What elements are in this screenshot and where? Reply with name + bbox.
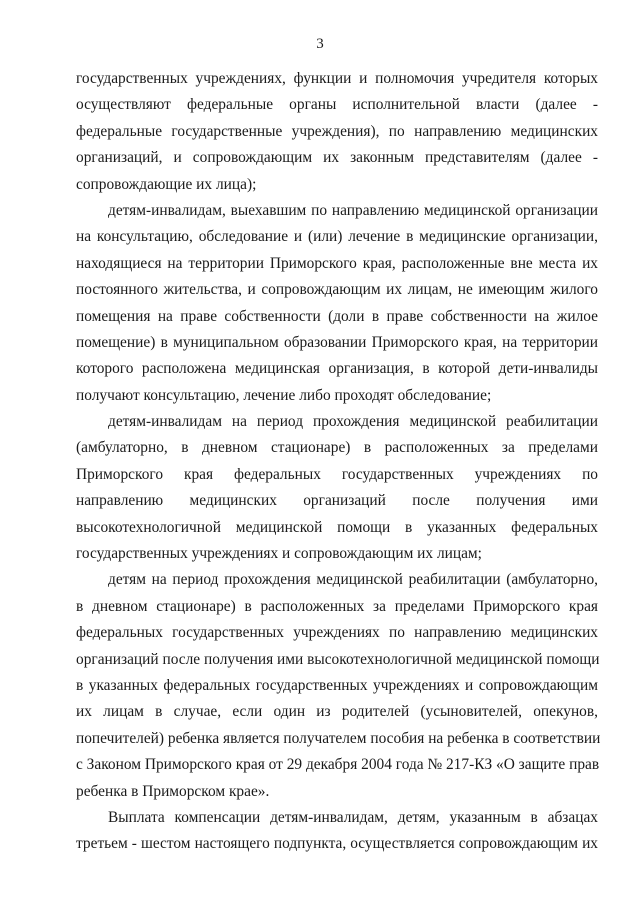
- text-line: организаций, и сопровождающим их законным представителям (далее -: [76, 149, 598, 167]
- text-line: направлению медицинских организаций после получения ими: [76, 492, 598, 510]
- text-line: которого расположена медицинская организация, в которой дети-инвалиды: [76, 360, 598, 378]
- text-line: сопровождающие их лица);: [76, 175, 257, 193]
- text-line: государственных учреждениях, функции и полномочия учредителя которых: [76, 70, 598, 87]
- text-line: государственных учреждениях и сопровождающим их лицам;: [76, 545, 482, 563]
- text-line: на консультацию, обследование и (или) лечение в медицинские организации,: [76, 228, 598, 246]
- paragraph: [76, 66, 598, 198]
- document-body: [76, 66, 601, 858]
- text-line: попечителей) ребенка является получателем пособия на ребенка в соответствии: [76, 729, 601, 747]
- text-line: помещения на праве собственности (доли в праве собственности на жилое: [76, 307, 598, 325]
- text-line: в дневном стационаре) в расположенных за пределами Приморского края: [76, 597, 598, 615]
- text-line: осуществляют федеральные органы исполнительной власти (далее -: [76, 96, 598, 114]
- paragraph: [76, 805, 598, 858]
- text-line: постоянного жительства, и сопровождающим их лицам, не имеющим жилого: [76, 281, 598, 299]
- text-line: Выплата компенсации детям-инвалидам, детям, указанным в абзацах: [108, 808, 598, 826]
- text-line: Приморского края федеральных государственных учреждениях по: [76, 465, 598, 483]
- paragraph: [76, 198, 598, 409]
- text-line: высокотехнологичной медицинской помощи в указанных федеральных: [76, 518, 598, 536]
- text-line: детям-инвалидам, выехавшим по направлению медицинской организации: [108, 201, 598, 219]
- text-line: помещение) в муниципальном образовании Приморского края, на территории: [76, 333, 598, 351]
- text-line: находящиеся на территории Приморского края, расположенные вне места их: [76, 254, 598, 272]
- paragraph: [76, 409, 598, 567]
- text-line: федеральных государственных учреждениях по направлению медицинских: [76, 624, 598, 642]
- text-line: получают консультацию, лечение либо проходят обследование;: [76, 386, 492, 404]
- text-line: третьем - шестом настоящего подпункта, осуществляется сопровождающим их: [76, 835, 598, 853]
- text-line: с Законом Приморского края от 29 декабря 2004 года № 217-КЗ «О защите прав: [76, 756, 600, 774]
- text-line: детям на период прохождения медицинской реабилитации (амбулаторно,: [108, 571, 598, 589]
- text-line: (амбулаторно, в дневном стационаре) в расположенных за пределами: [76, 439, 598, 457]
- text-line: детям-инвалидам на период прохождения медицинской реабилитации: [108, 413, 598, 431]
- text-line: федеральные государственные учреждения), по направлению медицинских: [76, 122, 598, 140]
- text-line: организаций после получения ими высокотехнологичной медицинской помощи: [76, 650, 600, 668]
- page-number: 3: [316, 36, 324, 52]
- text-line: ребенка в Приморском крае».: [76, 782, 270, 800]
- text-line: их лицам в случае, если один из родителей (усыновителей, опекунов,: [76, 703, 598, 721]
- paragraph: [76, 567, 601, 805]
- text-line: в указанных федеральных государственных учреждениях и сопровождающим: [76, 676, 598, 694]
